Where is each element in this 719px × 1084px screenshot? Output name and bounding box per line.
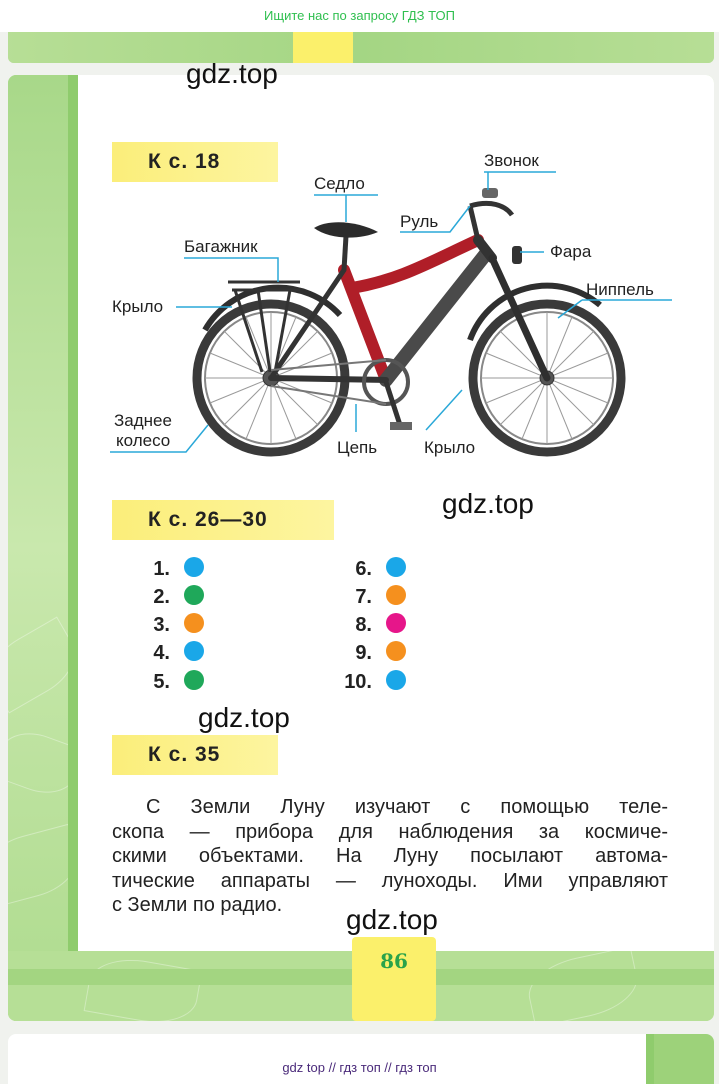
answer-dot <box>386 670 406 690</box>
answer-8: 8. <box>334 613 406 641</box>
label-zadnee: Заднее <box>114 411 172 430</box>
watermark: gdz.top <box>186 58 278 89</box>
answer-4: 4. <box>140 641 204 669</box>
paragraph-line: С Земли Луну изучают с помощью теле- <box>146 796 668 818</box>
paragraph-line: тические аппараты — луноходы. Ими управляют <box>112 869 668 892</box>
next-page-edge <box>8 1034 714 1084</box>
label-tsep: Цепь <box>337 438 378 457</box>
label-krylo-front: Крыло <box>424 438 476 457</box>
answer-dot <box>386 557 406 577</box>
answer-9: 9. <box>334 641 406 669</box>
answer-3: 3. <box>140 613 204 641</box>
answer-dot <box>184 670 204 690</box>
page-number-tab <box>352 937 436 1021</box>
frame <box>271 240 547 380</box>
answer-dot <box>184 641 204 661</box>
answer-dot <box>386 613 406 633</box>
answer-dot <box>184 585 204 605</box>
answer-paragraph <box>112 795 668 918</box>
label-sedlo: Седло <box>314 174 365 193</box>
footer-text: gdz top // гдз топ // гдз топ <box>282 1060 437 1075</box>
label-bagazhnik: Багажник <box>184 237 258 256</box>
answer-dot <box>386 641 406 661</box>
saddle <box>314 222 378 237</box>
section-header-p35 <box>112 735 278 775</box>
label-nippel: Ниппель <box>586 280 654 299</box>
answer-6: 6. <box>334 557 406 585</box>
label-koleso: колесо <box>116 431 171 450</box>
answer-1: 1. <box>140 557 204 585</box>
paragraph-line: с Земли по радио. <box>112 894 283 917</box>
watermark: gdz.top <box>346 904 438 935</box>
headlight <box>512 246 522 264</box>
answer-dot <box>184 557 204 577</box>
section-label: К с. 26—30 <box>148 508 268 531</box>
watermark: gdz.top <box>198 702 290 733</box>
page-number: 86 <box>380 949 408 973</box>
label-rul: Руль <box>400 212 439 231</box>
handlebar <box>470 203 512 215</box>
answer-2: 2. <box>140 585 204 613</box>
label-krylo-back: Крыло <box>112 297 164 316</box>
answer-dot <box>184 613 204 633</box>
answer-10: 10. <box>334 670 406 698</box>
paragraph-line: скопа — прибора для наблюдения за космиче- <box>112 820 668 843</box>
paragraph-line: скими объектами. На Луну посылают автома- <box>112 845 668 868</box>
bell <box>482 188 498 198</box>
answer-5: 5. <box>140 670 204 698</box>
bicycle-illustration <box>0 0 719 480</box>
answer-dot <box>386 585 406 605</box>
banner-text: Ищите нас по запросу ГДЗ ТОП <box>264 8 455 23</box>
section-label: К с. 35 <box>148 743 221 766</box>
watermark: gdz.top <box>442 488 534 519</box>
section-header-p26-30 <box>112 500 334 540</box>
label-fara: Фара <box>550 242 592 261</box>
answer-7: 7. <box>334 585 406 613</box>
section-label: К с. 18 <box>148 150 221 173</box>
label-zvonok: Звонок <box>484 151 539 170</box>
